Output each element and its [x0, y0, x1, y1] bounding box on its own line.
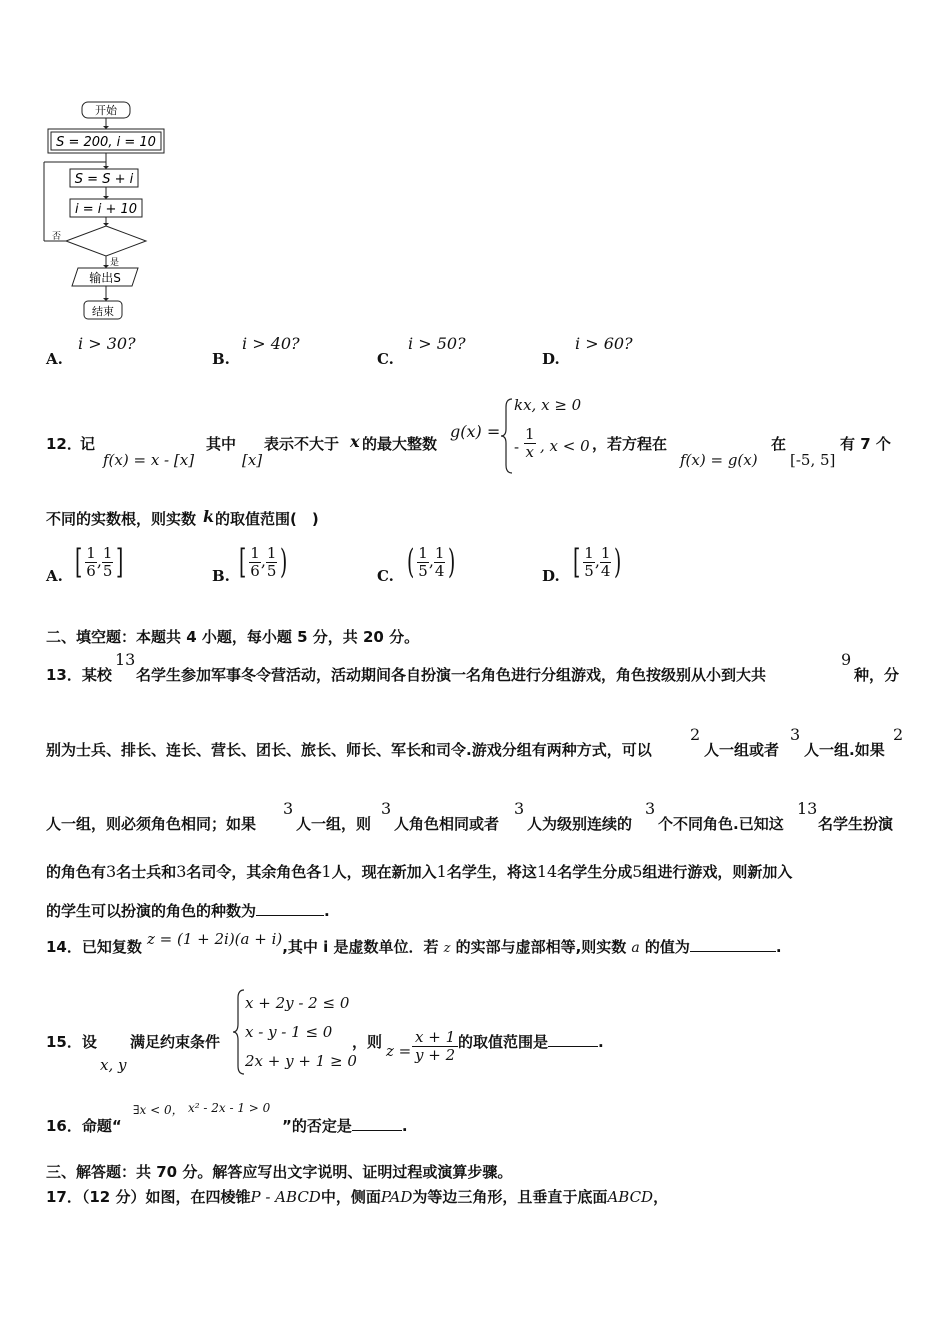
question-14: 14．已知复数 z = (1 + 2i)(a + i),其中 i 是虚数单位．若 z 的实部与虚部相等,则实数 a 的值为 .	[46, 930, 782, 956]
q14-answer-blank[interactable]	[690, 937, 776, 952]
q12-text-3: 表示不大于	[264, 435, 340, 453]
q12-text-6: 在	[771, 435, 787, 453]
q12-text-7: 有 7 个	[840, 435, 891, 453]
flowchart	[40, 96, 180, 328]
q13-line5: 的学生可以扮演的角色的种数为 .	[46, 902, 330, 920]
q12-equation: f(x) = g(x)	[680, 451, 758, 469]
q12-number: 12．	[46, 435, 82, 453]
flow-yes-label: 是	[110, 258, 120, 268]
q13-line2-c: 人一组.如果	[804, 741, 885, 759]
q12-bracket-x: [x]	[242, 451, 263, 469]
q12-g-minus: -	[514, 438, 520, 456]
flow-init-text: S = 200, i = 10	[56, 135, 156, 150]
q16-text-a: 16．命题“	[46, 1117, 122, 1135]
q12-g-brace	[500, 397, 514, 475]
section-3-heading: 三、解答题：共 70 分。解答应写出文字说明、证明过程或演算步骤。	[46, 1163, 513, 1181]
flow-step1-text: S = S + i	[74, 172, 134, 187]
q16-prop-2: x² - 2x - 1 > 0	[188, 1101, 271, 1115]
q11-option-a-value: i > 30?	[78, 334, 136, 353]
q11-option-d-label: D.	[542, 350, 560, 368]
q12-var-k: k	[203, 507, 215, 526]
q15-text-a: 15．设	[46, 1033, 97, 1051]
q12-line2-b: 的取值范围( )	[215, 510, 319, 528]
q13-line3-b: 人一组，则	[296, 815, 372, 833]
flow-step2-text: i = i + 10	[74, 202, 138, 217]
q12-g-fraction	[524, 426, 536, 461]
q12-g-lhs: g(x) =	[450, 422, 501, 441]
question-17: 17．（12 分）如图，在四棱锥P - ABCD中，侧面PAD为等边三角形，且垂直于底面ABCD，	[46, 1188, 669, 1206]
q13-num-3d: 3	[514, 799, 525, 818]
q13-num-9: 9	[841, 650, 852, 669]
q12-b-frac-2: $\frac{1}{5}$	[266, 543, 277, 580]
q13-line2-b: 人一组或者	[704, 741, 780, 759]
q13-num-3c: 3	[381, 799, 392, 818]
q12-option-a-label: A.	[46, 567, 63, 585]
q13-line3-a: 人一组，则必须角色相同；如果	[46, 815, 257, 833]
q11-option-d-value: i > 60?	[575, 334, 633, 353]
q12-a-left-bracket: [	[74, 542, 83, 582]
section-2-heading: 二、填空题：本题共 4 小题，每小题 5 分，共 20 分。	[46, 628, 420, 646]
q12-g-case1: kx, x ≥ 0	[514, 396, 582, 414]
q12-interval: [-5, 5]	[790, 451, 836, 469]
q15-tail: 的取值范围是 .	[458, 1033, 604, 1051]
q12-b-frac-1: $\frac{1}{6}$	[250, 543, 260, 580]
q13-num-13b: 13	[797, 799, 818, 818]
q13-line3-c: 人角色相同或者	[394, 815, 500, 833]
q13-line1-c: 种，分	[854, 666, 900, 684]
q12-a-frac-2: $\frac{1}{5}$	[102, 543, 113, 580]
q12-option-d-interval: [ $\frac{1}{5}$ , $\frac{1}{4}$ )	[572, 542, 622, 582]
q12-option-c-interval: ( $\frac{1}{5}$ , $\frac{1}{4}$ )	[406, 542, 456, 582]
q15-answer-blank[interactable]	[548, 1032, 598, 1047]
q13-num-2: 2	[690, 725, 701, 744]
q12-var-x: x	[350, 432, 360, 451]
q12-c-frac-2: $\frac{1}{4}$	[434, 543, 445, 580]
q16-prop-1: ∃x < 0，	[133, 1103, 184, 1117]
q13-num-3e: 3	[645, 799, 656, 818]
q12-f-definition: f(x) = x - [x]	[103, 451, 195, 469]
q12-a-frac-1: $\frac{1}{6}$	[86, 543, 96, 580]
q12-g-case2: , x < 0	[540, 437, 590, 455]
flow-output-text: 输出S	[89, 271, 121, 285]
q15-text-b: 满足约束条件	[130, 1033, 221, 1051]
q13-line1-a: 13．某校	[46, 666, 112, 684]
q12-option-b-label: B.	[212, 567, 230, 585]
flow-decision-diamond	[66, 226, 146, 256]
q12-option-a-interval: [ $\frac{1}{6}$ , $\frac{1}{5}$ ]	[74, 542, 124, 582]
q12-text-2: 其中	[206, 435, 237, 453]
q13-num-3b: 3	[283, 799, 294, 818]
q12-line2-a: 不同的实数根，则实数	[46, 510, 197, 528]
q13-num-13: 13	[115, 650, 136, 669]
flow-end-text: 结束	[92, 305, 114, 318]
q15-constraint-2: x - y - 1 ≤ 0	[245, 1023, 333, 1041]
q12-text-5: ，若方程在	[592, 435, 668, 453]
q15-constraint-1: x + 2y - 2 ≤ 0	[245, 994, 350, 1012]
q15-fraction: $\frac{x + 1}{y + 2}$	[412, 1029, 458, 1064]
q12-text-4: 的最大整数	[362, 435, 438, 453]
flow-no-label: 否	[52, 232, 62, 242]
q13-line1-b: 名学生参加军事冬令营活动，活动期间各自扮演一名角色进行分组游戏，角色按级别从小到大共	[136, 666, 767, 684]
q13-line2-a: 别为士兵、排长、连长、营长、团长、旅长、师长、军长和司令.游戏分组有两种方式，可以	[46, 741, 652, 759]
q15-text-c: ，则	[352, 1033, 383, 1051]
q11-option-b-label: B.	[212, 350, 230, 368]
q13-num-2b: 2	[893, 725, 904, 744]
q12-g-frac-num: 1	[525, 425, 535, 443]
q15-constraint-3: 2x + y + 1 ≥ 0	[245, 1052, 357, 1070]
q12-c-frac-1: $\frac{1}{5}$	[418, 543, 428, 580]
q15-brace	[232, 988, 246, 1076]
flow-start-text: 开始	[95, 104, 117, 117]
q13-num-3: 3	[790, 725, 801, 744]
q14-expression: z = (1 + 2i)(a + i)	[146, 930, 283, 948]
q16-answer-blank[interactable]	[352, 1116, 402, 1131]
q12-g-frac-den: x	[525, 443, 534, 461]
q12-a-right-bracket: ]	[116, 542, 124, 582]
q12-option-d-label: D.	[542, 567, 560, 585]
q15-vars: x, y	[100, 1056, 127, 1074]
q12-option-c-label: C.	[377, 567, 394, 585]
q13-line3-d: 人为级别连续的	[527, 815, 633, 833]
q13-line3-e: 个不同角色.已知这	[658, 815, 784, 833]
q12-option-b-interval: [ $\frac{1}{6}$ , $\frac{1}{5}$ )	[238, 542, 288, 582]
q11-option-b-value: i > 40?	[242, 334, 300, 353]
q11-option-c-value: i > 50?	[408, 334, 466, 353]
q16-tail: ”的否定是 .	[282, 1117, 408, 1135]
q12-d-frac-2: $\frac{1}{4}$	[600, 543, 611, 580]
q13-answer-blank[interactable]	[256, 901, 324, 916]
q12-d-frac-1: $\frac{1}{5}$	[584, 543, 594, 580]
q13-line3-f: 名学生扮演	[818, 815, 894, 833]
q15-z-lhs: z =	[386, 1042, 412, 1060]
q13-line4: 的角色有3名士兵和3名司令，其余角色各1人，现在新加入1名学生，将这14名学生分成5组进行游戏，则新加入	[46, 862, 793, 881]
q17-pyramid: P - ABCD	[250, 1188, 321, 1206]
q12-text-1: 记	[80, 435, 96, 453]
q11-option-a-label: A.	[46, 350, 63, 368]
q11-option-c-label: C.	[377, 350, 394, 368]
